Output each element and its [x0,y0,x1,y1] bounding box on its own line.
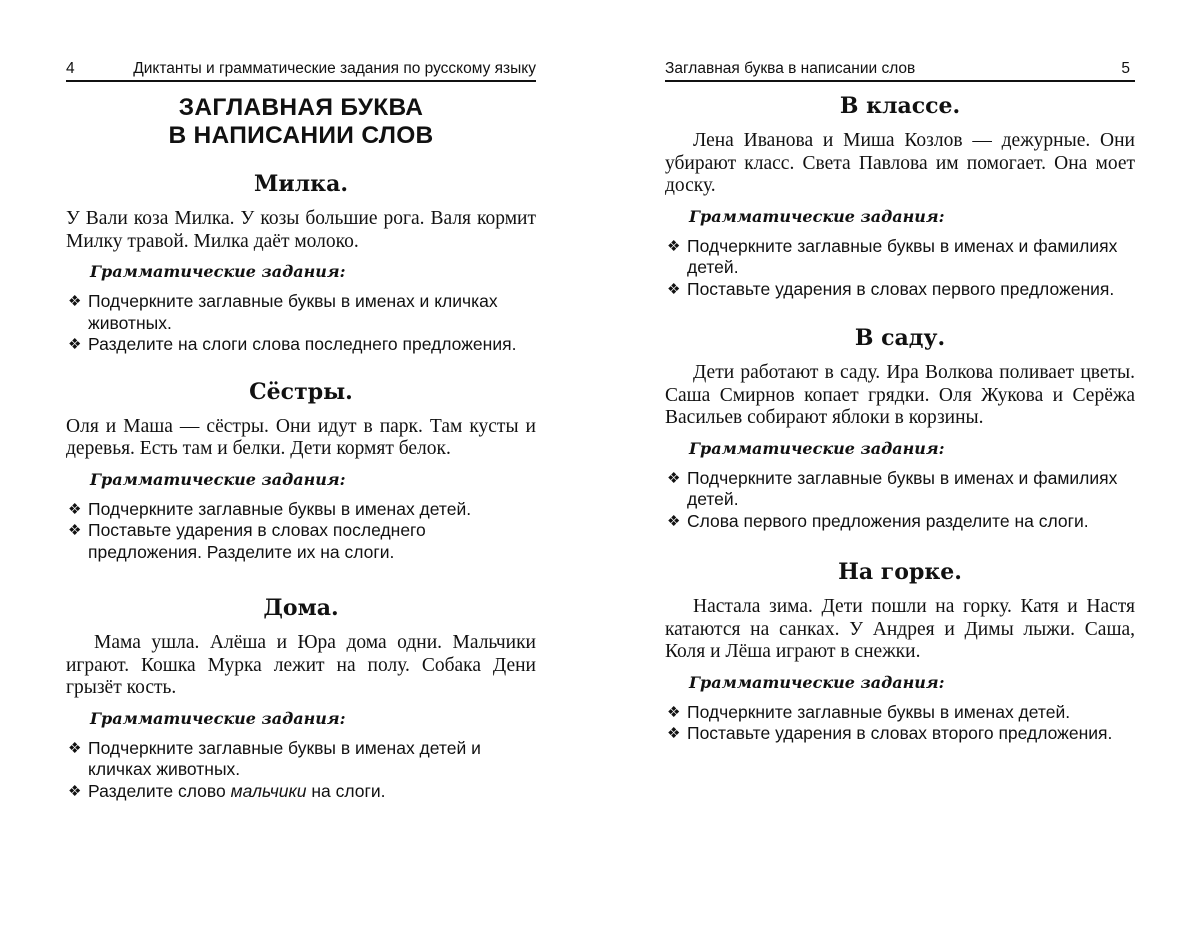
task-list [665,702,1135,745]
task-list [665,468,1135,533]
task-list [66,499,536,564]
chapter-title [66,94,536,150]
diamond-bullet-icon: ❖ [68,739,82,757]
dictation-text: У Вали коза Милка. У козы большие рога. Валя кормит Милку травой. Милка даёт молоко. [66,208,536,252]
task-text-tail: на слоги. [311,780,386,801]
chapter-title-line: В НАПИСАНИИ СЛОВ [168,122,434,149]
chapter-title-line: ЗАГЛАВНАЯ БУКВА [178,94,424,121]
section-sestry [66,378,536,564]
task-text: Поставьте ударения в словах второго предложения. [687,723,1113,743]
section-title: На горке. [838,559,962,585]
diamond-bullet-icon: ❖ [68,782,82,800]
diamond-bullet-icon: ❖ [667,469,681,487]
task-text: Разделите на слоги слова последнего предложения. [88,334,517,354]
section-milka [66,170,536,356]
task-item [665,236,1135,279]
diamond-bullet-icon: ❖ [667,237,681,255]
diamond-bullet-icon: ❖ [68,500,82,518]
task-text: Поставьте ударения в словах последнего предложения. Разделите их на слоги. [88,520,426,562]
task-item [665,702,1135,724]
diamond-bullet-icon: ❖ [68,293,82,310]
tasks-heading: Грамматические задания: [689,672,945,692]
section-title: В классе. [839,93,961,119]
task-item [66,520,536,563]
task-text: Подчеркните заглавные буквы в именах детей. [88,498,472,519]
task-item [66,291,536,334]
section-doma [66,594,536,802]
task-item [665,468,1135,511]
task-text: Разделите слово [88,780,226,801]
page-content [665,92,1135,745]
right-page [665,0,1135,937]
tasks-heading: Грамматические задания: [90,469,346,489]
task-text: Подчеркните заглавные буквы в именах и фамилиях детей. [687,235,1118,277]
dictation-text: Оля и Маша — сёстры. Они идут в парк. Там кусты и деревья. Есть там и белки. Дети кормят белок. [66,415,536,459]
tasks-heading: Грамматические задания: [90,708,346,728]
section-title: Дома. [263,595,339,621]
diamond-bullet-icon: ❖ [667,703,681,721]
left-page [66,0,536,937]
page-number: 4 [66,60,75,77]
task-text: Подчеркните заглавные буквы в именах детей. [687,701,1071,722]
task-item [665,723,1135,745]
running-head [66,58,536,82]
tasks-heading: Грамматические задания: [90,262,346,281]
diamond-bullet-icon: ❖ [68,522,82,539]
section-title: В саду. [854,325,946,351]
running-title: Диктанты и грамматические задания по русскому языку [133,60,536,77]
dictation-text: Настала зима. Дети пошли на горку. Катя и Настя катаются на санках. У Андрея и Димы лыжи. Саша, Коля и Лёша играют в снежки. [665,596,1135,662]
task-text: Подчеркните заглавные буквы в именах и фамилиях детей. [687,467,1118,509]
task-italic-word: мальчики [230,780,307,801]
running-head [665,58,1135,82]
dictation-text: Лена Иванова и Миша Козлов — дежурные. Они убирают класс. Света Павлова им помогает. Она моет доску. [665,130,1135,196]
task-item [66,738,536,781]
diamond-bullet-icon: ❖ [68,336,82,353]
diamond-bullet-icon: ❖ [667,725,681,742]
task-text: Слова первого предложения разделите на слоги. [687,510,1089,531]
tasks-heading: Грамматические задания: [689,438,945,458]
page-number: 5 [1121,60,1130,77]
task-item [66,499,536,521]
page-content [66,94,536,802]
section-title: Милка. [254,171,348,197]
task-list [665,236,1135,301]
section-v-sadu [665,324,1135,532]
running-title: Заглавная буква в написании слов [665,60,916,77]
task-item [665,511,1135,533]
task-text: Поставьте ударения в словах первого предложения. [687,278,1115,299]
tasks-heading: Грамматические задания: [689,206,945,226]
task-list [66,738,536,803]
section-na-gorke [665,558,1135,745]
task-item [665,279,1135,301]
task-item [66,334,536,356]
task-text: Подчеркните заглавные буквы в именах детей и кличках животных. [88,737,481,779]
diamond-bullet-icon: ❖ [667,512,681,530]
diamond-bullet-icon: ❖ [667,280,681,298]
dictation-text: Дети работают в саду. Ира Волкова поливает цветы. Саша Смирнов копает грядки. Оля Жукова и Серёжа Васильев собирают яблоки в корзины. [665,362,1135,428]
dictation-text: Мама ушла. Алёша и Юра дома одни. Мальчики играют. Кошка Мурка лежит на полу. Собака Дени грызёт кость. [66,632,536,698]
section-v-klasse [665,92,1135,300]
task-list [66,291,536,356]
task-item [66,781,536,803]
task-text: Подчеркните заглавные буквы в именах и кличках животных. [88,291,498,333]
section-title: Сёстры. [249,378,353,405]
